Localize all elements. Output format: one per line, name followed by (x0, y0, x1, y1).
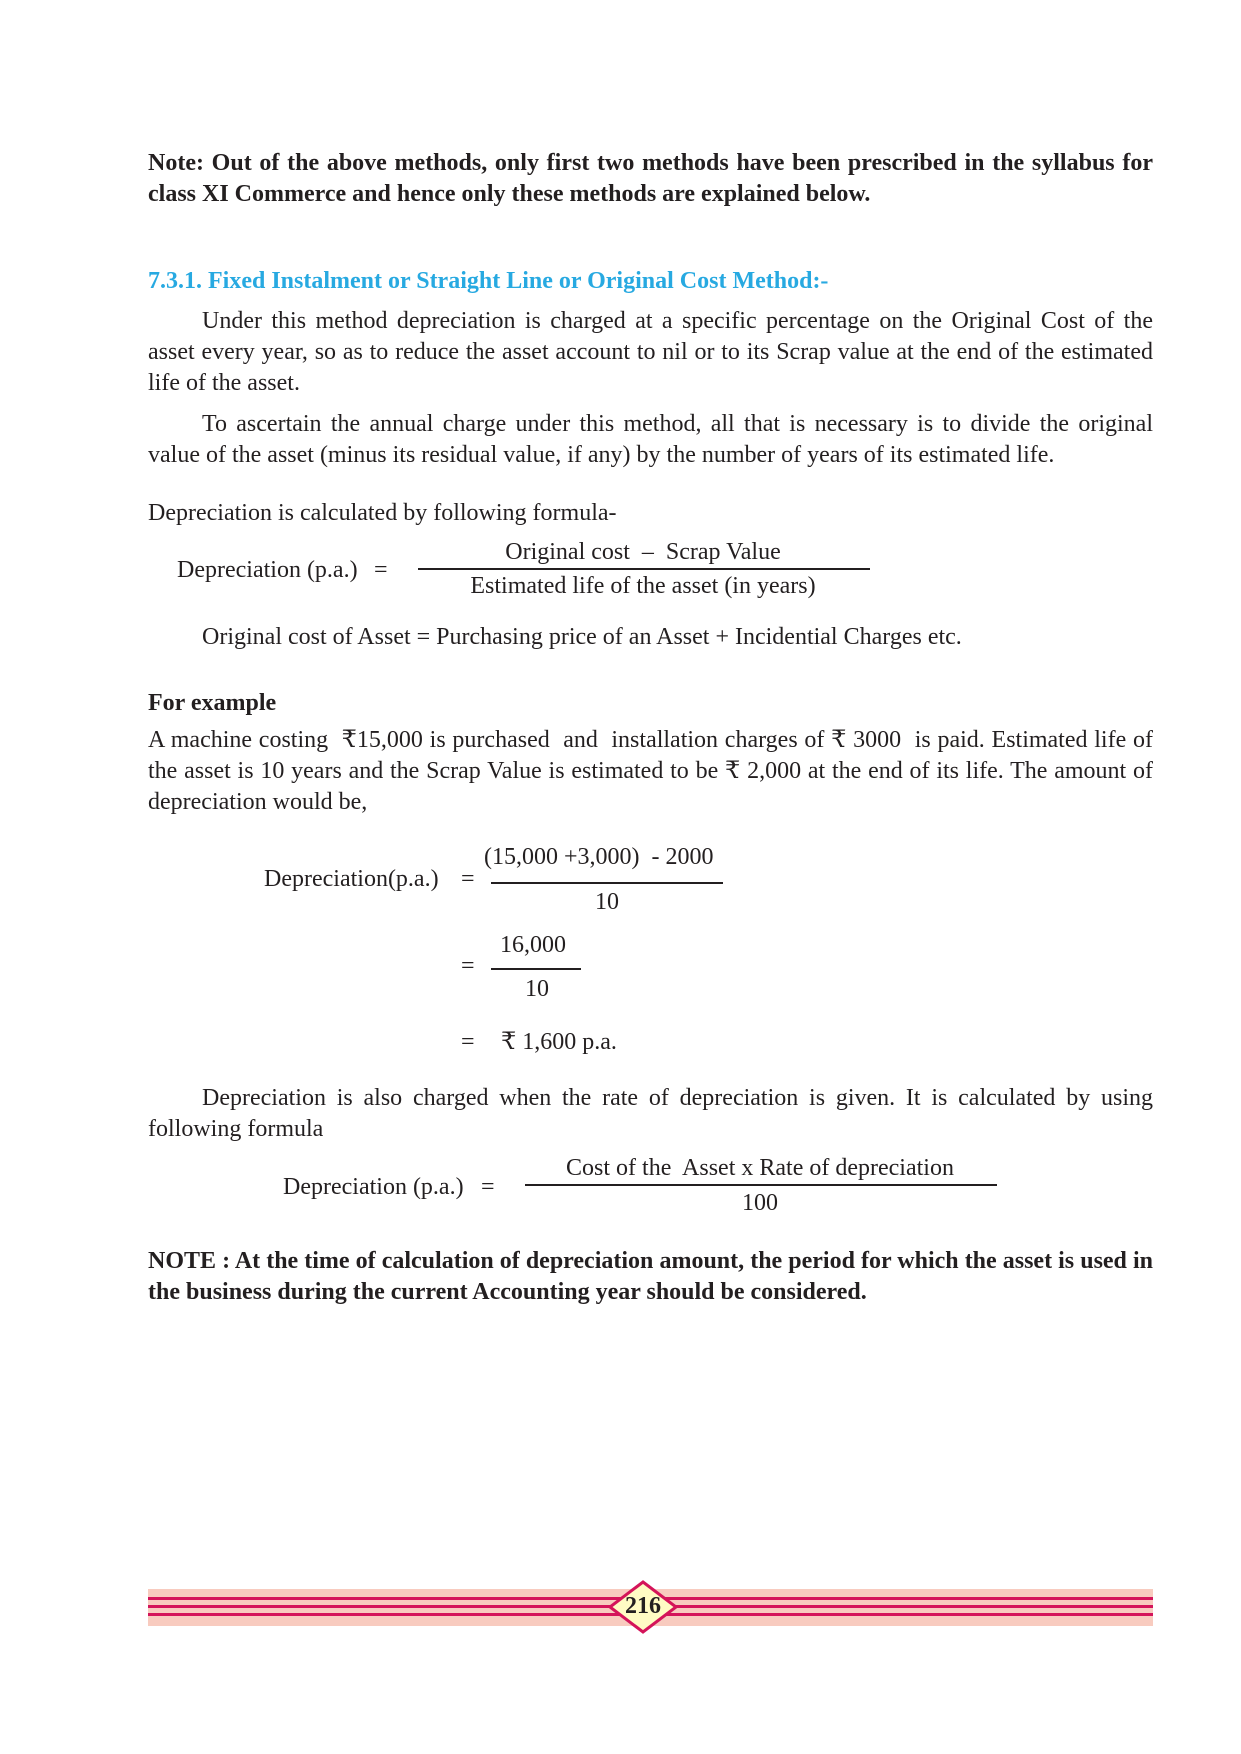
formula-1-numerator: Original cost – Scrap Value (505, 539, 781, 565)
formula-2-equals: = (481, 1174, 495, 1200)
calc-step2-fraction-bar (491, 968, 581, 970)
formula-intro: Depreciation is calculated by following formula- (148, 500, 617, 526)
note-top: Note: Out of the above methods, only first two methods have been prescribed in the syllabus for class XI Commerce and hence only these methods are explained below. (148, 150, 1153, 207)
section-heading: 7.3.1. Fixed Instalment or Straight Line or Original Cost Method:- (148, 268, 829, 294)
calc-equals-2: = (461, 953, 475, 979)
calc-step1-fraction-bar (491, 882, 723, 884)
calc-label: Depreciation(p.a.) (264, 866, 439, 892)
formula-2-fraction-bar (525, 1184, 997, 1186)
section-paragraph-2: To ascertain the annual charge under this method, all that is necessary is to divide the original value of the asset (minus its residual value, if any) by the number of years of its estimated life. (148, 411, 1153, 468)
calc-step1-denominator: 10 (595, 889, 619, 915)
calc-step2-denominator: 10 (525, 976, 549, 1002)
calc-result: ₹ 1,600 p.a. (501, 1029, 617, 1055)
calc-equals-1: = (461, 866, 475, 892)
formula-1-label: Depreciation (p.a.) (177, 557, 358, 583)
formula-1-denominator: Estimated life of the asset (in years) (470, 573, 816, 599)
formula-2-numerator: Cost of the Asset x Rate of depreciation (566, 1155, 954, 1181)
page-number: 216 (625, 1593, 661, 1619)
formula-2-label: Depreciation (p.a.) (283, 1174, 464, 1200)
note-bottom: NOTE : At the time of calculation of depreciation amount, the period for which the asset is used in the business during the current Accounting year should be considered. (148, 1248, 1153, 1305)
formula-1-fraction-bar (418, 568, 870, 570)
calc-step1-numerator: (15,000 +3,000) - 2000 (484, 844, 714, 870)
calc-equals-3: = (461, 1029, 475, 1055)
section-paragraph-1: Under this method depreciation is charged at a specific percentage on the Original Cost of the asset every year, so as to reduce the asset account to nil or to its Scrap value at the end of the estimated life of the asset. (148, 308, 1153, 396)
original-cost-definition: Original cost of Asset = Purchasing price of an Asset + Incidential Charges etc. (202, 624, 962, 650)
rate-paragraph: Depreciation is also charged when the rate of depreciation is given. It is calculated by using following formula (148, 1085, 1153, 1142)
formula-1-equals: = (374, 557, 388, 583)
example-heading: For example (148, 690, 277, 716)
calc-step2-numerator: 16,000 (500, 932, 566, 958)
example-text: A machine costing ₹15,000 is purchased and installation charges of ₹ 3000 is paid. Estimated life of the asset is 10 years and the Scrap Value is estimated to be ₹ 2,000 at the end of its life. The amount of depreciation would be, (148, 727, 1159, 815)
formula-2-denominator: 100 (742, 1190, 778, 1216)
